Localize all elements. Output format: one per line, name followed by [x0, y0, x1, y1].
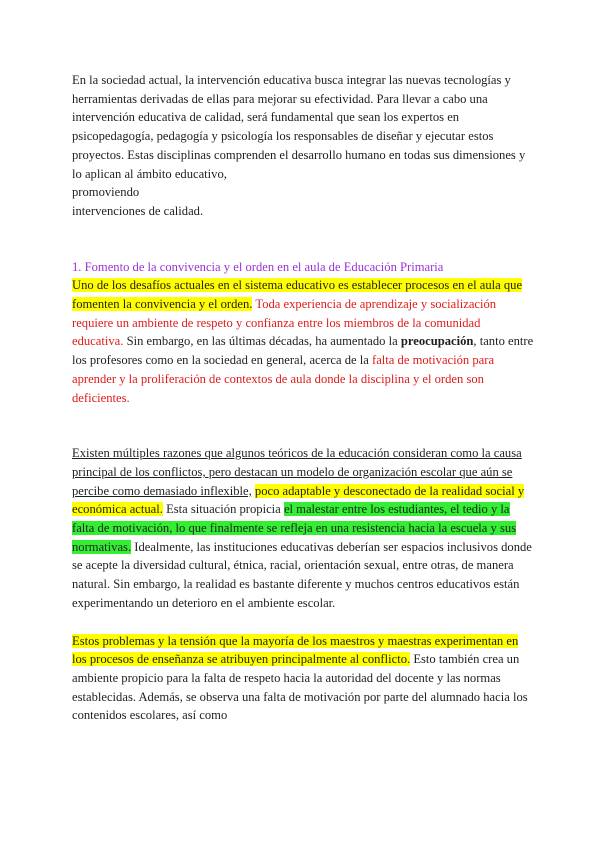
body-text: Sin embargo, en las últimas décadas, ha aumentado la	[126, 334, 398, 349]
highlighted-text: Uno de los desafíos actuales en el sistema educativo es establecer procesos en el aula que fomenten la convivencia y el orden.	[72, 278, 523, 312]
body-text: Idealmente, las instituciones educativas deberían ser espacios inclusivos donde se acepte la diversidad cultural, étnica, racial, orientación sexual, entre otras, de manera natural. Sin embargo, la realidad es bastante diferente y muchos centros educativos están experimentando un deterioro en el ambiente escolar.	[72, 539, 532, 610]
underlined-text: Existen múltiples razones que algunos teóricos de la educación consideran como la causa principal de los conflictos, pero destacan un modelo de organización escolar que aún se percibe como demasiado inflexible,	[72, 446, 522, 498]
highlighted-text: Estos problemas y la tensión que la mayoría de los maestros y maestras experimentan en los procesos de enseñanza se atribuyen principalmente al conflicto.	[72, 633, 519, 667]
document-body	[72, 71, 534, 725]
green-highlighted-text: el malestar entre los estudiantes, el tedio y la falta de motivación, lo que finalmente se refleja en una resistencia hacia la escuela y sus normativas.	[72, 502, 517, 554]
paragraph-convivencia	[72, 276, 534, 407]
bold-text: preocupación	[400, 334, 474, 349]
intro-text: En la sociedad actual, la intervención educativa busca integrar las nuevas tecnologías y herramientas derivadas de ellas para mejorar su efectividad. Para llevar a cabo una intervención educativa de calidad, será fundamental que sean los expertos en psicopedagogía, pedagogía y psicología los responsables de diseñar y ejecutar estos proyectos. Estas disciplinas comprenden el desarrollo humano en todas sus dimensiones y lo aplican al ámbito educativo,	[72, 73, 526, 181]
intro-paragraph	[72, 71, 534, 221]
body-text: Esto también crea un ambiente propicio para la falta de respeto hacia la autoridad del docente y las normas establecidas. Además, se observa una falta de motivación por parte del alumnado hacia los contenidos escolares, así como	[72, 652, 528, 723]
paragraph-razones	[72, 444, 534, 612]
body-text: Esta situación propicia	[166, 502, 281, 517]
intro-text-promoviendo: promoviendo	[72, 185, 140, 200]
red-text: Toda experiencia de aprendizaje y socialización requiere un ambiente de respeto y confianza entre los miembros de la comunidad educativa.	[72, 297, 497, 349]
body-text: , tanto entre los profesores como en la sociedad en general, acerca de la	[72, 334, 534, 368]
paragraph-problemas	[72, 632, 534, 726]
highlighted-text: poco adaptable y desconectado de la realidad social y económica actual.	[72, 483, 525, 517]
section-heading: 1. Fomento de la convivencia y el orden en el aula de Educación Primaria	[72, 259, 444, 274]
red-text: falta de motivación para aprender y la proliferación de contextos de aula donde la disciplina y el orden son deficientes.	[72, 353, 495, 405]
intro-text-end: intervenciones de calidad.	[72, 203, 204, 218]
